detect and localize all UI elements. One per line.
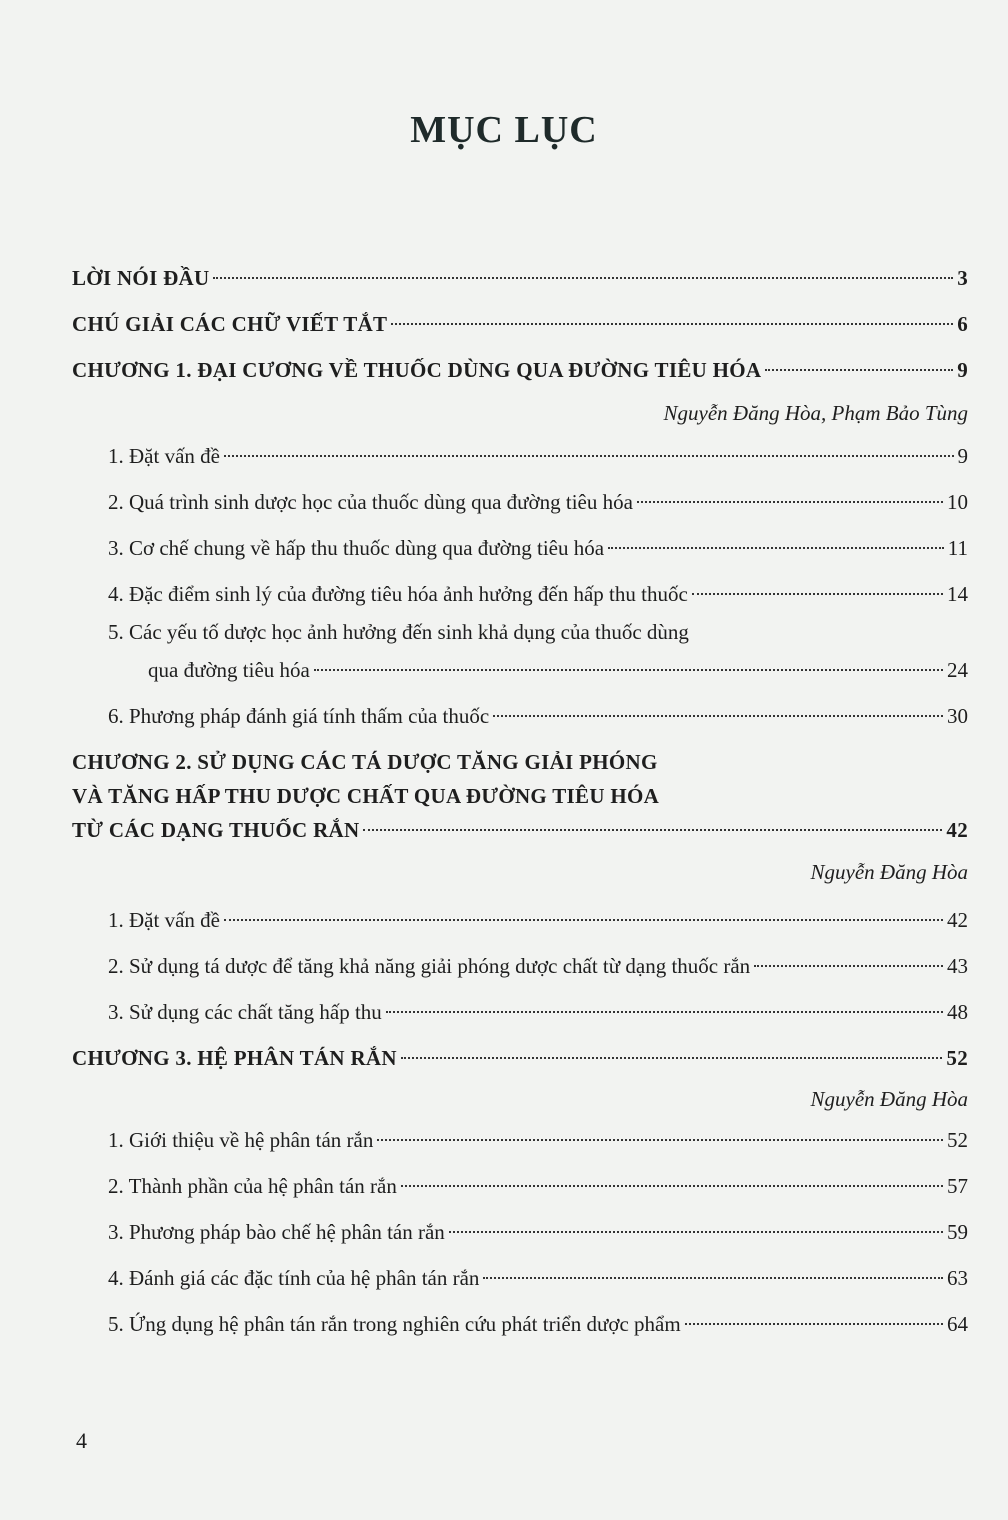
toc-subentry[interactable] xyxy=(72,479,968,525)
toc-label: 1. Đặt vấn đề xyxy=(108,908,220,932)
dot-leader xyxy=(754,965,943,967)
toc-page: 42 xyxy=(947,908,968,932)
toc-page: 9 xyxy=(957,444,968,468)
toc-subentry[interactable] xyxy=(72,897,968,943)
dot-leader xyxy=(608,547,944,549)
dot-leader xyxy=(314,669,943,671)
dot-leader xyxy=(224,455,954,457)
chapter-2-author: Nguyễn Đăng Hòa xyxy=(810,860,968,884)
toc-subentry[interactable] xyxy=(72,1163,968,1209)
toc-label: 2. Sử dụng tá dược để tăng khả năng giải phóng dược chất từ dạng thuốc rắn xyxy=(108,954,751,978)
toc-page: 42 xyxy=(946,818,968,842)
toc-subentry[interactable] xyxy=(72,1301,968,1347)
toc-label: 3. Sử dụng các chất tăng hấp thu xyxy=(108,1000,382,1024)
toc-label: 6. Phương pháp đánh giá tính thấm của thuốc xyxy=(108,704,490,728)
toc-page: 24 xyxy=(947,658,968,682)
toc-label: 4. Đặc điểm sinh lý của đường tiêu hóa ảnh hưởng đến hấp thu thuốc xyxy=(108,582,688,606)
dot-leader xyxy=(377,1139,943,1141)
toc-subentry[interactable] xyxy=(72,1209,968,1255)
toc-entry-abbreviations[interactable] xyxy=(72,301,968,347)
toc-label: 5. Ứng dụng hệ phân tán rắn trong nghiên cứu phát triển dược phẩm xyxy=(108,1312,681,1336)
toc-page: 43 xyxy=(947,954,968,978)
toc-label: qua đường tiêu hóa xyxy=(148,658,310,682)
chapter-2-title-line1: CHƯƠNG 2. SỬ DỤNG CÁC TÁ DƯỢC TĂNG GIẢI PHÓNG xyxy=(72,750,658,774)
toc-label: 3. Phương pháp bào chế hệ phân tán rắn xyxy=(108,1220,445,1244)
toc-label: CHÚ GIẢI CÁC CHỮ VIẾT TẮT xyxy=(72,312,388,336)
toc-label: LỜI NÓI ĐẦU xyxy=(72,266,210,290)
dot-leader xyxy=(401,1057,943,1059)
toc-subentry[interactable] xyxy=(72,693,968,739)
dot-leader xyxy=(765,369,953,371)
toc-label: CHƯƠNG 1. ĐẠI CƯƠNG VỀ THUỐC DÙNG QUA ĐƯỜNG TIÊU HÓA xyxy=(72,358,762,382)
page-number: 4 xyxy=(76,1428,87,1453)
dot-leader xyxy=(363,829,942,831)
toc-entry-foreword[interactable] xyxy=(72,255,968,301)
dot-leader xyxy=(692,593,943,595)
toc-page: 14 xyxy=(947,582,968,606)
toc-subentry-continued[interactable] xyxy=(72,647,968,693)
dot-leader xyxy=(483,1277,943,1279)
toc-entry-chapter-2[interactable] xyxy=(72,813,968,847)
toc-page: 11 xyxy=(947,536,968,560)
toc-page: 63 xyxy=(947,1266,968,1290)
dot-leader xyxy=(386,1011,943,1013)
toc-page: 52 xyxy=(946,1046,968,1070)
toc-page: 64 xyxy=(947,1312,968,1336)
dot-leader xyxy=(493,715,943,717)
toc-label: 2. Quá trình sinh dược học của thuốc dùng qua đường tiêu hóa xyxy=(108,490,633,514)
toc-page: 30 xyxy=(947,704,968,728)
chapter-2-title-line2: VÀ TĂNG HẤP THU DƯỢC CHẤT QUA ĐƯỜNG TIÊU HÓA xyxy=(72,784,660,808)
toc-subentry[interactable] xyxy=(72,571,968,617)
toc-label: 1. Đặt vấn đề xyxy=(108,444,220,468)
page-title: MỤC LỤC xyxy=(410,109,598,151)
toc-subentry[interactable] xyxy=(72,989,968,1035)
toc-subentry[interactable] xyxy=(72,1117,968,1163)
dot-leader xyxy=(224,919,943,921)
toc-page: 10 xyxy=(947,490,968,514)
toc-entry-chapter-3[interactable] xyxy=(72,1035,968,1081)
toc-page: 59 xyxy=(947,1220,968,1244)
chapter-3-author: Nguyễn Đăng Hòa xyxy=(810,1087,968,1111)
toc-subentry[interactable] xyxy=(72,433,968,479)
dot-leader xyxy=(449,1231,943,1233)
toc-page: 6 xyxy=(957,312,968,336)
toc-subentry[interactable] xyxy=(72,943,968,989)
dot-leader xyxy=(685,1323,943,1325)
dot-leader xyxy=(401,1185,943,1187)
toc-page: 57 xyxy=(947,1174,968,1198)
toc-label: 3. Cơ chế chung về hấp thu thuốc dùng qua đường tiêu hóa xyxy=(108,536,605,560)
toc-page: 52 xyxy=(947,1128,968,1152)
toc-label: CHƯƠNG 3. HỆ PHÂN TÁN RẮN xyxy=(72,1046,397,1070)
table-of-contents xyxy=(72,255,968,1347)
toc-page: 48 xyxy=(947,1000,968,1024)
dot-leader xyxy=(637,501,943,503)
toc-subentry[interactable] xyxy=(72,525,968,571)
toc-subentry[interactable] xyxy=(72,1255,968,1301)
dot-leader xyxy=(391,323,953,325)
toc-label: 1. Giới thiệu về hệ phân tán rắn xyxy=(108,1128,374,1152)
toc-page: 3 xyxy=(957,266,968,290)
toc-label: 4. Đánh giá các đặc tính của hệ phân tán rắn xyxy=(108,1266,480,1290)
toc-subentry-line1[interactable]: 5. Các yếu tố dược học ảnh hưởng đến sinh khả dụng của thuốc dùng xyxy=(108,620,689,644)
toc-entry-chapter-1[interactable] xyxy=(72,347,968,393)
toc-page: 9 xyxy=(957,358,968,382)
toc-label: 2. Thành phần của hệ phân tán rắn xyxy=(108,1174,397,1198)
chapter-1-author: Nguyễn Đăng Hòa, Phạm Bảo Tùng xyxy=(663,401,968,425)
dot-leader xyxy=(213,277,953,279)
toc-label: TỪ CÁC DẠNG THUỐC RẮN xyxy=(72,818,360,842)
